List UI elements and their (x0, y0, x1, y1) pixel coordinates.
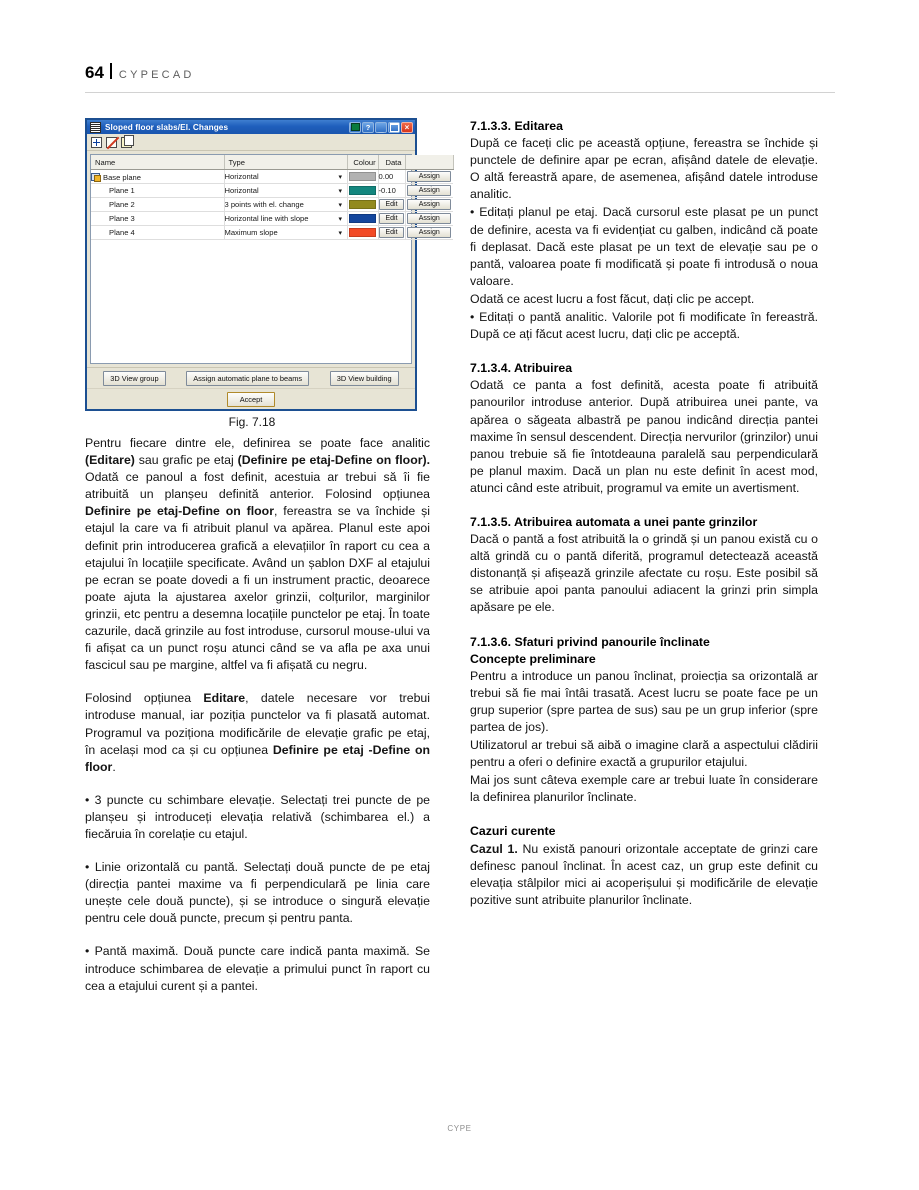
table-row[interactable] (91, 170, 453, 184)
figure-caption: Fig. 7.18 (228, 415, 276, 429)
subsection-heading-cazuri: Cazuri curente (470, 824, 556, 839)
assign-auto-plane-button[interactable]: Assign automatic plane to beams (186, 371, 309, 386)
paragraph-r10: Cazul 1. Nu există panouri orizontale acceptate de grinzi care definesc panoul înclinat. În acest caz, un grup este definit cu elevația stâlpilor mici ai acoperișului și modificările de elevație pozitive sunt atribuite planurilor înclinate. (470, 841, 819, 907)
planes-table (91, 155, 454, 240)
row-name: Plane 2 (91, 198, 224, 212)
section-heading-7-1-3-4: 7.1.3.4. Atribuirea (470, 361, 573, 376)
close-button[interactable]: × (401, 122, 413, 133)
page-number: 64 (85, 63, 104, 82)
dialog-action-buttons (87, 367, 415, 388)
table-row[interactable] (91, 198, 453, 212)
paragraph-r3: Odată ce acest lucru a fost făcut, dați clic pe accept. (470, 291, 755, 306)
paragraph-r8: Utilizatorul ar trebui să aibă o imagine clară a aspectului clădirii pentru a oferi o definire exactă a grupurilor etajului. (470, 738, 818, 770)
row-name: Plane 3 (91, 212, 224, 226)
header-rule (85, 92, 835, 93)
row-name: Plane 4 (91, 226, 224, 240)
colour-swatch (349, 214, 376, 223)
maximize-button[interactable] (388, 122, 400, 133)
edit-button[interactable]: Edit (379, 199, 403, 210)
chevron-down-icon[interactable]: ▾ (334, 198, 347, 212)
subsection-heading-concepte: Concepte preliminare (470, 651, 596, 666)
add-icon[interactable] (91, 137, 102, 148)
base-plane-icon (91, 173, 100, 181)
chevron-down-icon[interactable]: ▾ (334, 184, 347, 198)
row-name: Base plane (103, 172, 141, 182)
right-column (470, 118, 818, 909)
chevron-down-icon[interactable]: ▾ (334, 226, 347, 240)
paragraph-r9: Mai jos sunt câteva exemple care ar trebui luate în considerare la definirea planurilor înclinate. (470, 773, 818, 805)
row-type: Horizontal (224, 184, 334, 198)
column-header-name[interactable]: Name (91, 155, 224, 170)
edit-icon[interactable] (106, 137, 117, 148)
row-type: Maximum slope (224, 226, 334, 240)
assign-button[interactable]: Assign (407, 185, 451, 196)
paragraph-r2: • Editați planul pe etaj. Dacă cursorul este plasat pe un punct de definire, acesta va fi evidențiat cu galben, indicând că poate fi deplasat. Dacă este plasat pe un text de elevație sau pe o pantă, valoarea poate fi modificată și poate fi introdusă o noua valoare. (470, 205, 818, 288)
grid-icon (90, 122, 101, 133)
column-header-colour[interactable]: Colour (347, 155, 378, 170)
colour-swatch (349, 228, 376, 237)
dialog-title: Sloped floor slabs/El. Changes (105, 122, 229, 132)
edit-button[interactable]: Edit (379, 213, 403, 224)
section-heading-7-1-3-3: 7.1.3.3. Editarea (470, 119, 563, 133)
colour-swatch (349, 186, 376, 195)
colour-swatch (349, 172, 376, 181)
paragraph-2: Folosind opțiunea Editare, datele necesare vor trebui introduse manual, iar poziția punctelor va fi plasată automat. Programul va poziționa modificările de elevație grafic pe etaj, în același mod ca și cu opțiunea Definire pe etaj -Define on floor. (85, 691, 430, 774)
minimize-button[interactable]: _ (375, 122, 387, 133)
row-type: 3 points with el. change (224, 198, 334, 212)
row-data: 0.00 (378, 170, 405, 184)
copy-icon[interactable] (121, 137, 132, 148)
paragraph-4: • Linie orizontală cu pantă. Selectați două puncte de pe etaj (direcția pantei maxime va fi perpendiculară pe linia care unește cele două puncte), și se introduce o singură elevație pentru cele două puncte, precum și pentru panta. (85, 860, 430, 926)
page-title: CYPECAD (118, 69, 195, 81)
table-row[interactable] (91, 212, 453, 226)
left-column (85, 118, 440, 995)
dialog-toolbar (87, 134, 415, 151)
chevron-down-icon[interactable]: ▾ (334, 212, 347, 226)
view-3d-building-button[interactable]: 3D View building (330, 371, 399, 386)
paragraph-r5: Odată ce panta a fost definită, acesta poate fi atribuită panourilor introduse anterior. După atribuirea unei pante, va apărea o săgeata albastră pe panou indicând direcția pantei maxime în sensul descendent. Direcția nervurilor (grinzilor) unui panou trebuie să fie întotdeauna paralelă sau perpendiculară pe planul maxim. Dacă un plan nu este definit în acest mod, atunci când este atribuit, programul va emite un avertisment. (470, 378, 818, 495)
row-type: Horizontal (224, 170, 334, 184)
dialog-accept-bar (87, 388, 415, 409)
sloped-floor-slabs-dialog (85, 118, 440, 411)
page-header (85, 62, 834, 92)
paragraph-r7: Pentru a introduce un panou înclinat, proiecția sa orizontală ar trebui să fie mai întâi trasată. Acest lucru se poate face pe un grup superior (spre partea de sus) sau pe un grup inferior (spre partea de jos). (470, 668, 818, 734)
table-header-row (91, 155, 453, 170)
row-data: -0.10 (378, 184, 405, 198)
paragraph-r4: • Editați o pantă analitic. Valorile pot fi modificate în fereastră. După ce ați făcut acest lucru, dați clic pe acceptă. (470, 310, 818, 342)
assign-button[interactable]: Assign (407, 199, 451, 210)
page-footer: CYPE (447, 1124, 472, 1133)
section-heading-7-1-3-5: 7.1.3.5. Atribuirea automata a unei pante grinzilor (470, 514, 758, 529)
paragraph-r1: După ce faceți clic pe această opțiune, fereastra se închide și punctele de definire apar pe ecran, afișând datele de elevație. O altă fereastră apare, de asemenea, afișând datele introduse analitic. (470, 136, 818, 202)
chevron-down-icon[interactable]: ▾ (334, 170, 347, 184)
paragraph-3: • 3 puncte cu schimbare elevație. Selectați trei puncte de pe planșeu și introduceți elevația relativă (schimbarea el.) a fiecăruia în corelație cu etajul. (85, 792, 430, 841)
table-row[interactable] (91, 226, 453, 240)
column-header-actions (405, 155, 453, 170)
pin-button[interactable] (349, 122, 361, 133)
colour-swatch (349, 200, 376, 209)
column-header-type[interactable]: Type (224, 155, 347, 170)
row-type: Horizontal line with slope (224, 212, 334, 226)
figure-7-18 (85, 118, 440, 429)
paragraph-1: Pentru fiecare dintre ele, definirea se poate face analitic (Editare) sau grafic pe etaj (Definire pe etaj-Define on floor). Odată ce panoul a fost definit, acestuia ar trebui să îi fie atribuită un planșeu definită anterior. Folosind opțiunea Definire pe etaj-Define on floor, fereastra se va închide și etajul la care va fi atribuit planul va apărea. Planul este apoi definit prin introducerea grafică a elevațiilor în raport cu cea a etajului în locațiile specificate. Având un șablon DXF al etajului pe ecran se poate dovedi a fi un instrument practic, deoarece poate ajuta la ajustarea axelor grinzii, colțurilor, marginilor grinzii, etc pentru a desemna locațiile punctelor pe etaj. În toate cazurile, dacă grinzile au fost introduse, cursorul mouse-ului va fi afișat ca un punct roșu atunci când se va afla pe axa unui fascicul sau pe margine, altfel va fi afișată cu negru. (85, 436, 431, 673)
paragraph-5: • Pantă maximă. Două puncte care indică panta maximă. Se introduce schimbarea de elevație a primului punct în raport cu cea a etajului curent și a pantei. (85, 944, 430, 993)
planes-grid (90, 154, 440, 364)
help-button[interactable]: ? (362, 122, 374, 133)
column-header-data[interactable]: Data (378, 155, 405, 170)
assign-button[interactable]: Assign (407, 227, 451, 238)
header-divider (110, 63, 112, 79)
edit-button[interactable]: Edit (379, 227, 403, 238)
assign-button[interactable]: Assign (407, 171, 451, 182)
paragraph-r6: Dacă o pantă a fost atribuită la o grindă și un panou există cu o altă grindă cu o pantă diferită, programul detectează această distonanță și afișează grinzile afectate cu roșu. Este posibil să se atribuie apoi panta panoului adiacent la grinzi prin simpla apăsare pe ele. (470, 532, 818, 615)
section-heading-7-1-3-6: 7.1.3.6. Sfaturi privind panourile înclinate (470, 634, 710, 649)
dialog-titlebar[interactable] (87, 120, 415, 134)
accept-button[interactable]: Accept (227, 392, 276, 407)
window-controls (349, 122, 413, 133)
assign-button[interactable]: Assign (407, 213, 451, 224)
row-name: Plane 1 (91, 184, 224, 198)
view-3d-group-button[interactable]: 3D View group (103, 371, 165, 386)
table-row[interactable] (91, 184, 453, 198)
